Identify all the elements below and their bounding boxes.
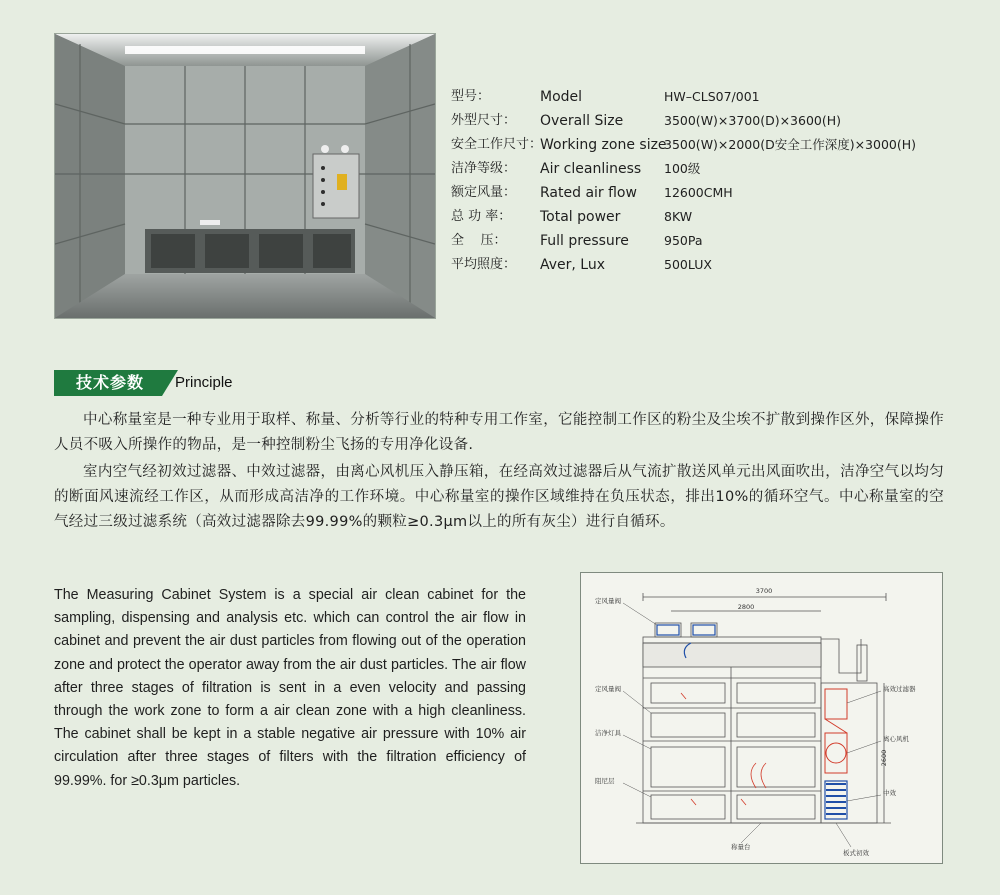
- dimension-inner: 2800: [737, 603, 755, 611]
- zh-paragraph-1: 中心称量室是一种专业用于取样、称量、分析等行业的特种专用工作室，它能控制工作区的粉尘及尘埃不扩散到操作区外，保障操作人员不吸入所操作的物品，是一种控制粉尘飞扬的专用净化设备.: [54, 412, 944, 453]
- spec-row-pressure: [451, 232, 991, 256]
- spec-row-air-flow: [451, 184, 991, 208]
- spec-label-zh: 全 压：: [451, 233, 507, 248]
- label-scale-table: 称量台: [731, 843, 751, 851]
- spec-label-en: Working zone size: [540, 137, 667, 153]
- spec-value: 3500(W)×3700(D)×3600(H): [664, 113, 842, 128]
- section-title-zh: 技术参数: [76, 373, 145, 392]
- cabinet-photo: [54, 33, 436, 319]
- label-damper-1: 定风量阀: [595, 597, 621, 605]
- spec-label-zh: 平均照度：: [451, 257, 517, 272]
- spec-label-zh: 额定风量：: [451, 185, 517, 200]
- spec-label-en: Rated air flow: [540, 185, 637, 201]
- spec-value: 12600CMH: [664, 185, 733, 200]
- spec-row-working-zone: [451, 136, 991, 160]
- spec-row-cleanliness: [451, 160, 991, 184]
- label-damper-2: 定风量阀: [595, 685, 621, 693]
- english-description: The Measuring Cabinet System is a special air clean cabinet for the sampling, dispensing and analysis etc. which can control the air flow in cabinet and prevent the air dust particles from flowing out of the operation zone and protect the operator away from the air dust particles. The air flow after three stages of filtration is sent in a even velocity and passing through the work zone to form a air clean zone with a high cleanliness. The cabinet shall be kept in a stable negative air pressure with 10% air circulation after three stages of filters with the filtration efficiency of 99.99%. for ≥0.3μm particles.: [54, 587, 526, 789]
- spec-label-zh: 型号：: [451, 89, 491, 104]
- label-medium-filter: 中效: [883, 789, 896, 797]
- spec-value: 500LUX: [664, 257, 712, 272]
- spec-label-en: Aver, Lux: [540, 257, 606, 273]
- dimension-top: 3700: [755, 587, 773, 595]
- spec-value: HW–CLS07/001: [664, 89, 760, 104]
- cabinet-diagram-drawing: [581, 573, 942, 863]
- spec-label-en: Overall Size: [540, 113, 624, 129]
- label-lamp: 洁净灯具: [595, 729, 621, 737]
- spec-row-model: [451, 88, 991, 112]
- spec-value: 3500(W)×2000(D安全工作深度)×3000(H): [664, 137, 917, 152]
- label-fan: 离心风机: [883, 735, 909, 743]
- spec-label-en: Full pressure: [540, 233, 629, 249]
- label-damping-layer: 阻尼层: [595, 777, 615, 785]
- label-hepa: 高效过滤器: [883, 685, 916, 693]
- spec-row-overall-size: [451, 112, 991, 136]
- label-primary-filter: 板式初效: [843, 849, 869, 857]
- spec-label-en: Air cleanliness: [540, 161, 642, 177]
- spec-row-lux: [451, 256, 991, 280]
- zh-paragraph-2: 室内空气经初效过滤器、中效过滤器，由离心风机压入静压箱，在经高效过滤器后从气流扩散送风单元出风面吹出，洁净空气以均匀的断面风速流经工作区，从而形成高洁净的工作环境。中心称量室的操作区域维持在负压状态，排出10%的循环空气。中心称量室的空气经过三级过滤系统（高效过滤器除去99.99%的颗粒≥0.3μm以上的所有灰尘）进行自循环。: [54, 464, 944, 530]
- spec-table: [451, 88, 991, 280]
- spec-label-en: Model: [540, 89, 583, 105]
- spec-label-en: Total power: [540, 209, 621, 225]
- dimension-side: 2600: [880, 749, 888, 767]
- spec-value: 8KW: [664, 209, 693, 224]
- spec-value: 100级: [664, 161, 701, 176]
- cabinet-diagram: [580, 572, 943, 864]
- chinese-description: [54, 408, 944, 537]
- cabinet-photo-illustration: [55, 34, 435, 318]
- spec-label-zh: 总 功 率：: [451, 209, 512, 224]
- section-title-en: Principle: [175, 374, 233, 391]
- spec-label-zh: 洁净等级：: [451, 161, 517, 176]
- spec-value: 950Pa: [664, 233, 703, 248]
- spec-label-zh: 外型尺寸：: [451, 113, 517, 128]
- spec-label-zh: 安全工作尺寸：: [451, 137, 543, 152]
- section-badge: [54, 370, 178, 396]
- spec-row-power: [451, 208, 991, 232]
